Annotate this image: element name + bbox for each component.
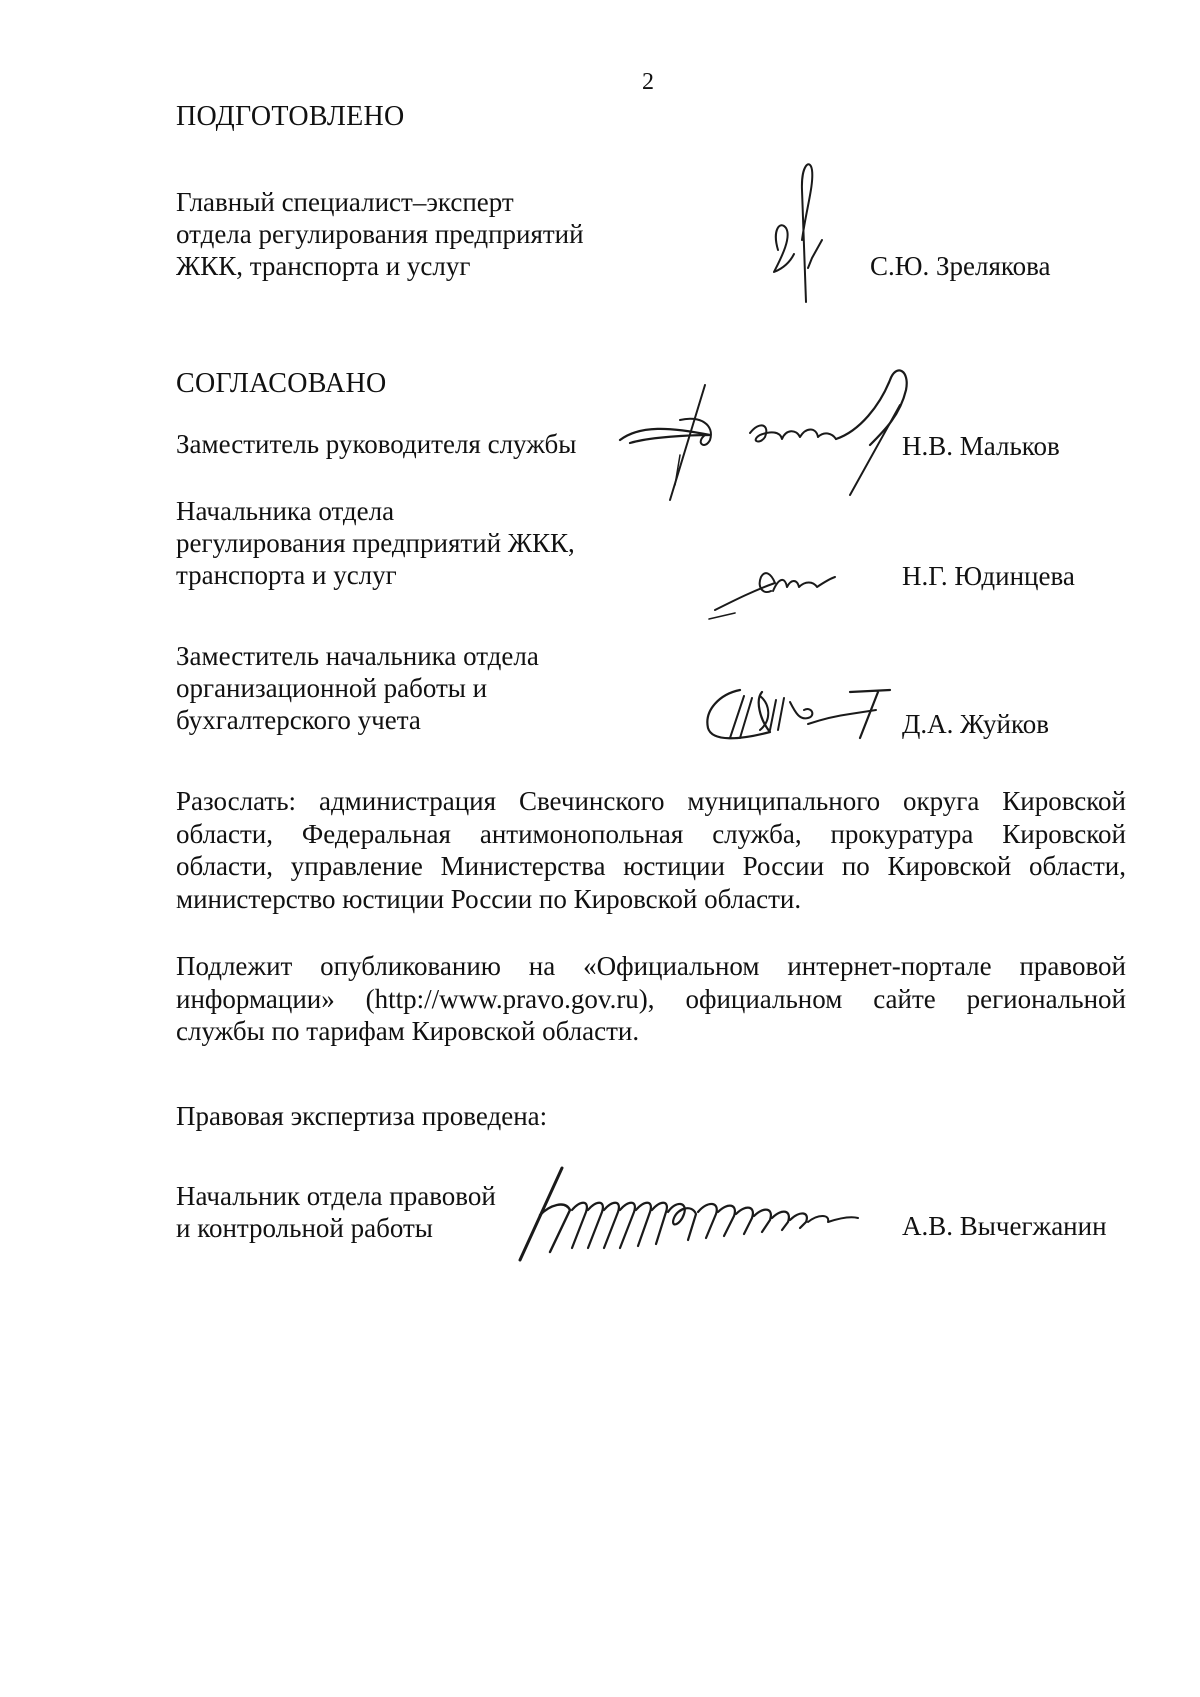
position-line: отдела регулирования предприятий: [176, 219, 584, 249]
legal-review-name: А.В. Вычегжанин: [902, 1211, 1107, 1241]
paragraph-line: информации» (http://www.pravo.gov.ru), официальном сайте региональной: [176, 983, 1126, 1014]
position-line: транспорта и услуг: [176, 560, 397, 590]
prepared-name: С.Ю. Зрелякова: [870, 251, 1051, 281]
paragraph-line: Разослать: администрация Свечинского муниципального округа Кировской: [176, 786, 1126, 816]
paragraph-line: службы по тарифам Кировской области.: [176, 1016, 640, 1046]
signature-vychegzhanin: [510, 1160, 880, 1265]
signature-malkov: [610, 365, 940, 505]
paragraph-line: Подлежит опубликованию на «Официальном интернет-портале правовой: [176, 951, 1126, 981]
signatory-position: [176, 640, 539, 736]
paragraph-line: области, управление Министерства юстиции России по Кировской области,: [176, 851, 1126, 881]
prepared-heading: ПОДГОТОВЛЕНО: [176, 101, 405, 132]
distribution-paragraph: [176, 785, 1126, 915]
signature-yudintseva: [705, 555, 855, 625]
agreed-heading: СОГЛАСОВАНО: [176, 368, 387, 399]
paragraph-line: министерство юстиции России по Кировской области.: [176, 883, 802, 914]
publication-paragraph: [176, 950, 1126, 1048]
position-line: Заместитель начальника отдела: [176, 641, 539, 671]
position-line: Главный специалист–эксперт: [176, 187, 514, 217]
position-line: Начальник отдела правовой: [176, 1181, 496, 1211]
position-line: Начальника отдела: [176, 496, 395, 526]
position-line: организационной работы и: [176, 673, 488, 703]
legal-review-heading: Правовая экспертиза проведена:: [176, 1101, 548, 1131]
prepared-position: [176, 186, 584, 282]
position-line: регулирования предприятий ЖКК,: [176, 528, 575, 558]
position-line: ЖКК, транспорта и услуг: [176, 251, 471, 281]
signature-zrelyakova: [750, 150, 840, 320]
signatory-name: Н.В. Мальков: [902, 431, 1060, 461]
signatory-position: [176, 495, 575, 591]
paragraph-line: области, Федеральная антимонопольная служба, прокуратура Кировской: [176, 818, 1126, 849]
legal-review-position: [176, 1180, 496, 1244]
position-line: и контрольной работы: [176, 1213, 433, 1243]
page-number: 2: [642, 69, 654, 95]
signatory-name: Н.Г. Юдинцева: [902, 561, 1075, 591]
signatory-position: Заместитель руководителя службы: [176, 429, 577, 459]
position-line: бухгалтерского учета: [176, 705, 421, 735]
signature-zhuykov: [700, 680, 900, 750]
signatory-name: Д.А. Жуйков: [902, 709, 1049, 739]
